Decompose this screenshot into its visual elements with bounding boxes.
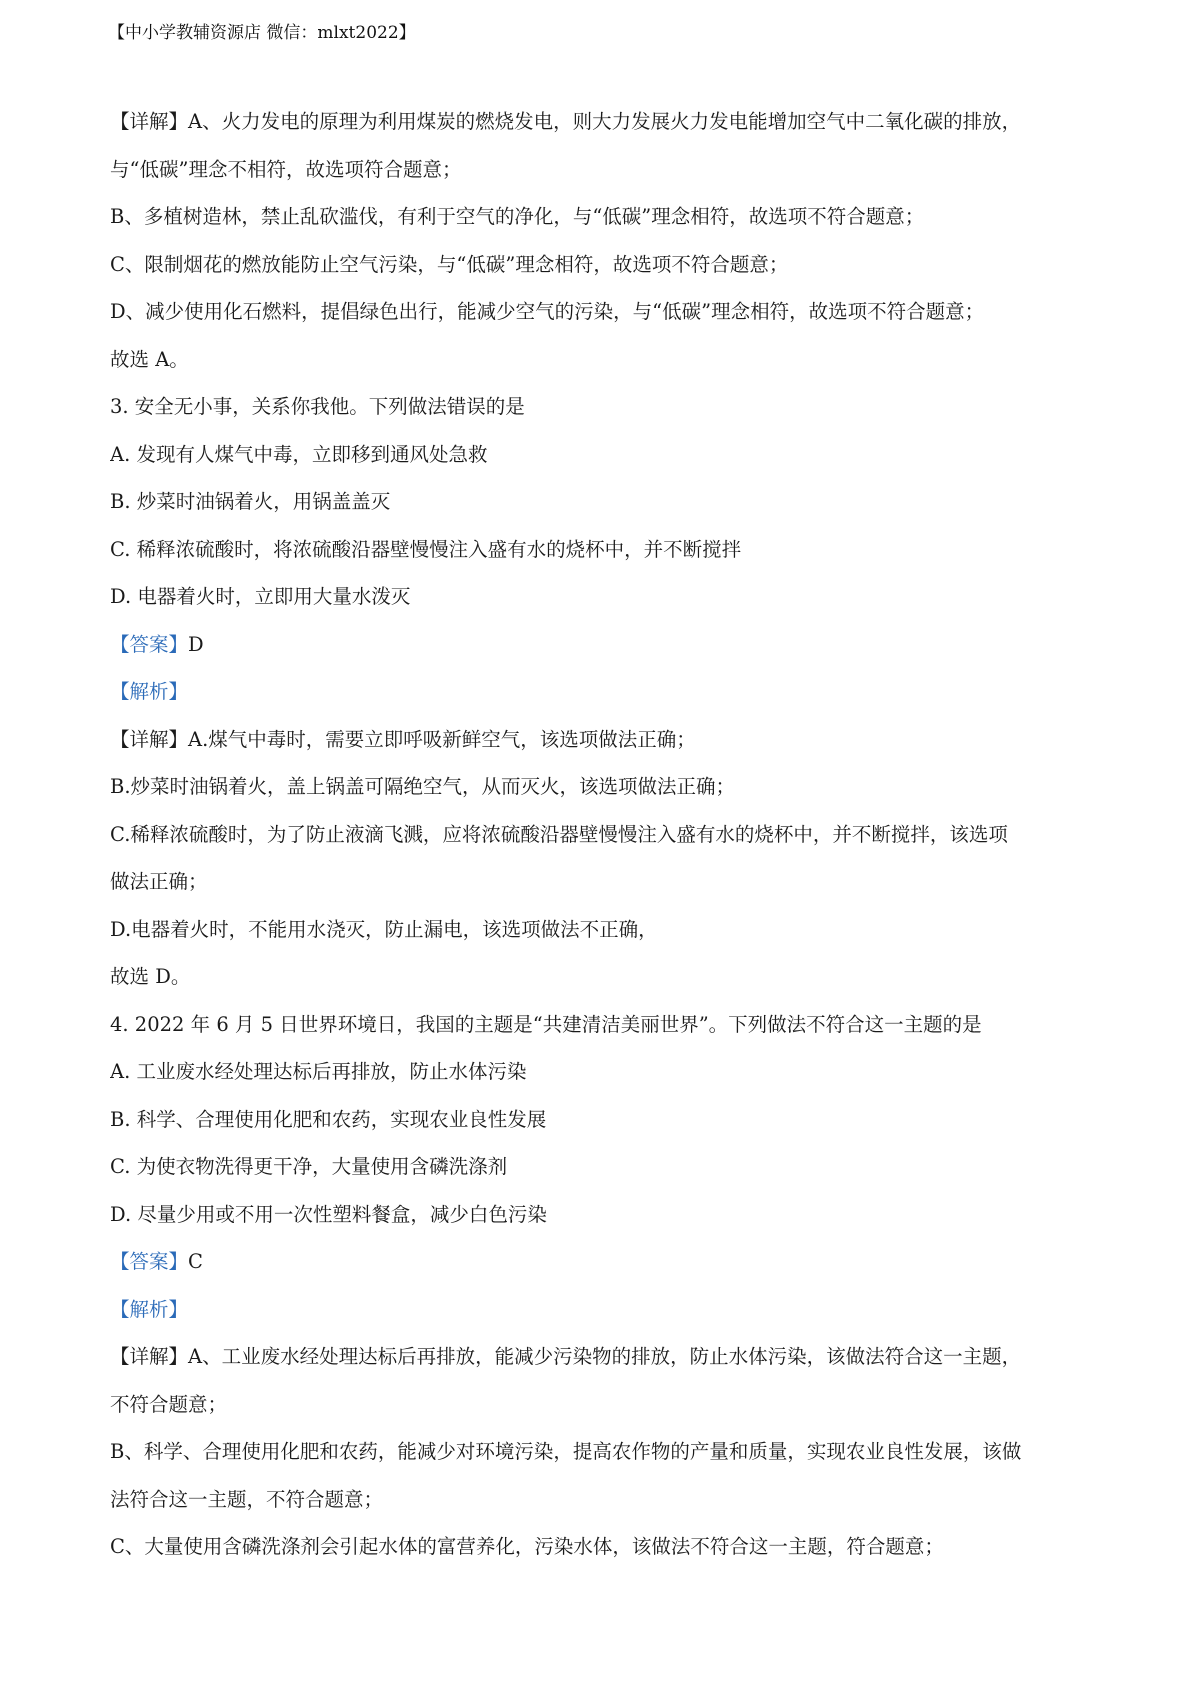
analysis-label: 【解析】 [110,680,189,703]
explanation-line: B.炒菜时油锅着火，盖上锅盖可隔绝空气，从而灭火，该选项做法正确； [110,775,736,798]
answer-option: D. 电器着火时，立即用大量水泼灭 [110,585,411,608]
explanation-line: D、减少使用化石燃料，提倡绿色出行，能减少空气的污染，与“低碳”理念相符，故选项不符合题意； [110,300,985,323]
question-stem: 4. 2022 年 6 月 5 日世界环境日，我国的主题是“共建清洁美丽世界”。下列做法不符合这一主题的是 [110,1012,982,1036]
explanation-line: C、大量使用含磷洗涤剂会引起水体的富营养化，污染水体，该做法不符合这一主题，符合题意； [110,1535,944,1558]
answer-option: C. 稀释浓硫酸时，将浓硫酸沿器壁慢慢注入盛有水的烧杯中，并不断搅拌 [110,537,742,561]
explanation-line: 做法正确； [110,870,208,893]
explanation-line: 【详解】A、火力发电的原理为利用煤炭的燃烧发电，则大力发展火力发电能增加空气中二氧化碳的排放， [110,110,1022,133]
explanation-line: 与“低碳”理念不相符，故选项符合题意； [110,157,462,181]
question-stem: 3. 安全无小事，关系你我他。下列做法错误的是 [110,395,525,418]
answer-option: D. 尽量少用或不用一次性塑料餐盒，减少白色污染 [110,1202,547,1226]
explanation-line: 故选 D。 [110,965,191,988]
answer-line [110,1238,1110,1286]
answer-label: 【答案】 [110,1250,189,1273]
answer-label: 【答案】 [110,632,189,656]
answer-option: A. 工业废水经处理达标后再排放，防止水体污染 [110,1060,527,1083]
answer-line [110,621,1110,669]
answer-option: B. 科学、合理使用化肥和农药，实现农业良性发展 [110,1107,547,1131]
explanation-line: C.稀释浓硫酸时，为了防止液滴飞溅，应将浓硫酸沿器壁慢慢注入盛有水的烧杯中，并不断搅拌，该选项 [110,822,1008,846]
explanation-line: B、科学、合理使用化肥和农药，能减少对环境污染，提高农作物的产量和质量，实现农业良性发展，该做 [110,1440,1022,1463]
explanation-line: 【详解】A.煤气中毒时，需要立即呼吸新鲜空气，该选项做法正确； [110,727,696,751]
explanation-line: B、多植树造林，禁止乱砍滥伐，有利于空气的净化，与“低碳”理念相符，故选项不符合题意； [110,205,925,228]
explanation-line: 不符合题意； [110,1392,228,1416]
explanation-line: D.电器着火时，不能用水浇灭，防止漏电，该选项做法不正确， [110,917,658,941]
answer-value: D [188,632,204,656]
answer-option: B. 炒菜时油锅着火，用锅盖盖灭 [110,490,391,513]
answer-option: A. 发现有人煤气中毒，立即移到通风处急救 [110,442,488,466]
document-body [110,98,1110,1571]
explanation-line: 故选 A。 [110,347,189,371]
explanation-line: 【详解】A、工业废水经处理达标后再排放，能减少污染物的排放，防止水体污染，该做法符合这一主题， [110,1345,1022,1368]
explanation-line: 法符合这一主题，不符合题意； [110,1487,384,1511]
explanation-line: C、限制烟花的燃放能防止空气污染，与“低碳”理念相符，故选项不符合题意； [110,252,789,276]
page-header: 【中小学教辅资源店 微信：mlxt2022】 [108,23,416,43]
answer-option: C. 为使衣物洗得更干净，大量使用含磷洗涤剂 [110,1155,508,1178]
answer-value: C [188,1250,203,1273]
analysis-label: 【解析】 [110,1297,189,1321]
